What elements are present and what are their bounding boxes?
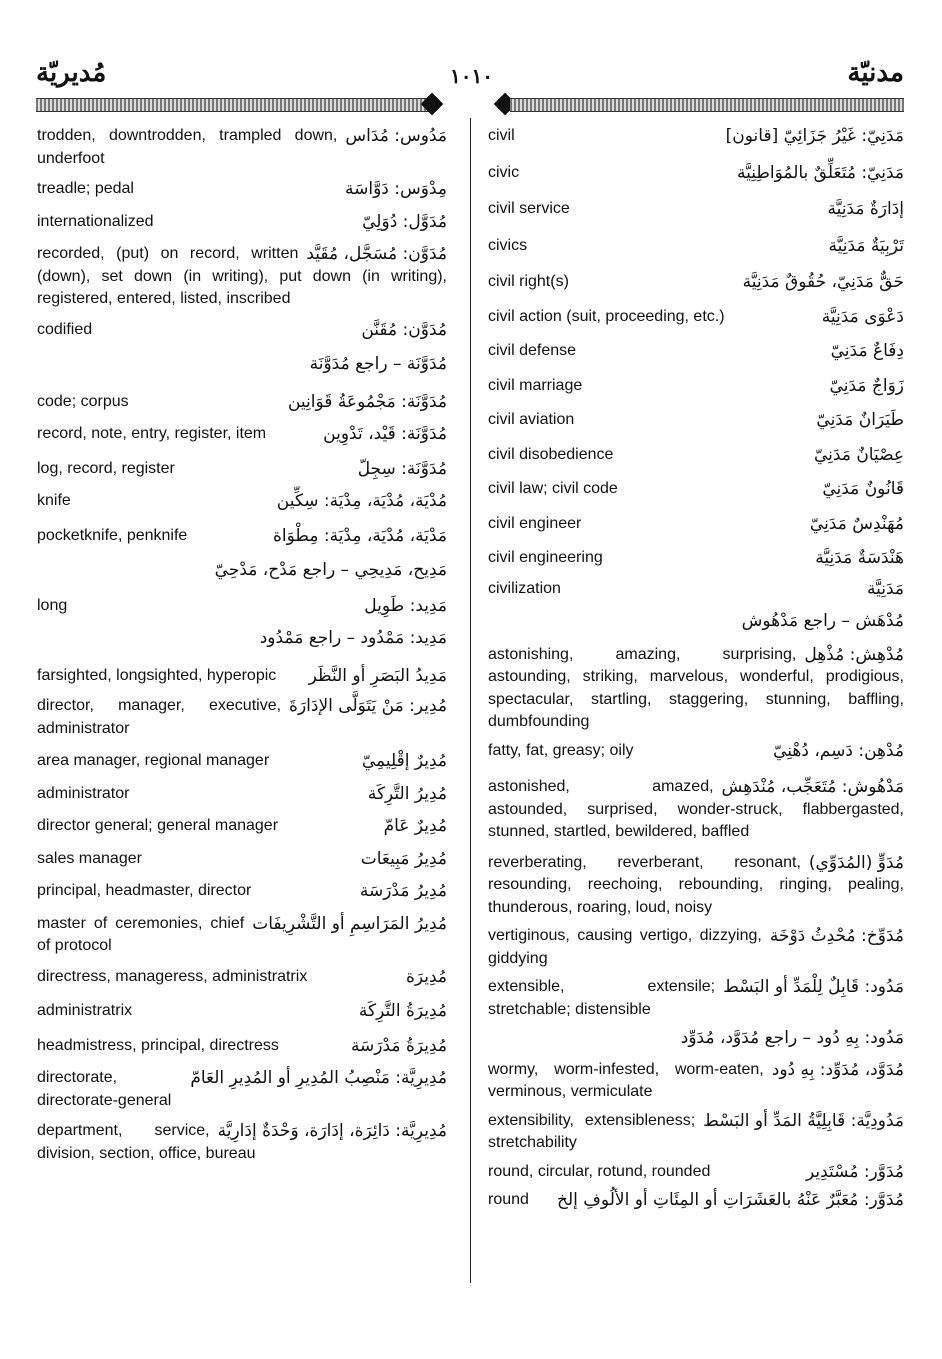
english-definition: civil aviation (488, 411, 575, 428)
dictionary-entry (488, 478, 904, 501)
english-definition: civil marriage (488, 376, 583, 394)
arabic-headword: مَدَنِيّ: غَيْرُ جَزَائِيّ [قانون] (725, 126, 904, 146)
dictionary-entry (37, 178, 447, 201)
dictionary-entry (488, 976, 904, 1021)
english-definition: pocketknife, penknife (37, 526, 188, 544)
dictionary-entry (488, 1059, 904, 1104)
arabic-headword: طَيَرَانٌ مَدَنِيّ (816, 410, 904, 430)
arabic-headword: مُهَنْدِسٌ مَدَنِيّ (809, 513, 904, 534)
english-definition: reverberating, reverberant, resonant, resounding, reechoing, rebounding, ringing, pealing, thunderous, roaring, loud, noisy (488, 853, 904, 916)
arabic-headword: مُدَوِّخ: مُحْدِثُ دَوْخَة (769, 926, 904, 946)
arabic-headword: مُدْهَش – راجع مَدْهُوش (741, 611, 904, 631)
english-definition: codified (37, 320, 93, 338)
arabic-headword: زَوَاجٌ مَدَنِيّ (829, 375, 904, 396)
dictionary-entry (37, 211, 447, 234)
dictionary-entry (37, 353, 447, 377)
english-definition: civil disobedience (488, 445, 614, 463)
arabic-headword: مُدِيرُ التَّرِكَة (367, 783, 447, 804)
header-rule-left (36, 98, 430, 112)
arabic-headword: حَقٌّ مَدَنِيّ، حُقُوقٌ مَدَنِيَّة (742, 272, 904, 292)
guide-word-right: مدنيّة (847, 58, 904, 88)
arabic-headword: مُدَوَّر: مُعَبَّرٌ عَنْهُ بالعَشَرَاتِ أو المِئَاتِ أو الألُوفِ إلخ (557, 1190, 904, 1210)
arabic-headword: مُدَوٍّ (المُدَوِّي) (808, 852, 904, 873)
dictionary-entry (37, 1035, 447, 1058)
dictionary-entry (37, 458, 447, 481)
arabic-headword: هَنْدَسَةٌ مَدَنِيَّة (815, 548, 904, 568)
arabic-headword: مُدَوَّنَة: قَيْد، تَدْوِين (323, 424, 447, 444)
english-definition: astonished, amazed, astounded, surprised, wonder-struck, flabbergasted, stunned, startled, bewildered, baffled (488, 778, 904, 840)
arabic-headword: مَدُودِيَّة: قَابِلِيَّةُ المَدِّ أو البَسْط (703, 1110, 904, 1131)
english-definition: record, note, entry, register, item (37, 425, 267, 442)
dictionary-entry (488, 776, 904, 844)
arabic-headword: مَدُود: قَابِلٌ لِلْمَدِّ أو البَسْط (723, 977, 904, 997)
dictionary-entry (37, 490, 447, 513)
dictionary-entry (488, 340, 904, 363)
arabic-headword: مُدَوَّن: مُسَجَّل، مُقَيَّد (306, 244, 447, 264)
dictionary-entry (37, 1067, 447, 1112)
english-definition: long (37, 596, 68, 614)
arabic-headword: مُدِيرَةُ التَّرِكَة (358, 1001, 447, 1021)
dictionary-entry (37, 423, 447, 446)
arabic-headword: مُدِير: مَنْ يَتَوَلَّى الإدَارَةَ (289, 696, 447, 716)
english-definition: civil right(s) (488, 273, 569, 290)
right-column (488, 125, 904, 1212)
dictionary-entry (37, 1120, 447, 1165)
arabic-headword: دَعْوَى مَدَنِيَّة (821, 306, 904, 327)
arabic-headword: مُدَوَّد، مُدَوِّد: بِهِ دُود (771, 1059, 904, 1080)
english-definition: administrator (37, 784, 130, 802)
dictionary-entry (488, 162, 904, 185)
english-definition: fatty, fat, greasy; oily (488, 741, 634, 759)
english-definition: civil defense (488, 342, 577, 359)
english-definition: farsighted, longsighted, hyperopic (37, 666, 277, 684)
english-definition: civil engineer (488, 514, 582, 532)
english-definition: vertiginous, causing vertigo, dizzying, giddying (488, 927, 762, 967)
english-definition: director, manager, executive, administrator (37, 697, 282, 737)
dictionary-entry (488, 547, 904, 570)
dictionary-entry (488, 925, 904, 970)
dictionary-entry (37, 913, 447, 958)
arabic-headword: مَدْهُوش: مُتَعَجِّب، مُنْدَهِش (721, 777, 904, 797)
dictionary-entry (37, 243, 447, 311)
column-divider (470, 118, 471, 1283)
dictionary-entry (488, 740, 904, 763)
arabic-headword: مَدْيَة، مُدْيَة، مِدْيَة: مِطْوَاة (272, 525, 447, 546)
left-column (37, 125, 447, 1165)
english-definition: principal, headmaster, director (37, 882, 252, 899)
arabic-headword: مُدِيرُ مَدْرَسَة (359, 881, 447, 901)
english-definition: treadle; pedal (37, 180, 134, 197)
dictionary-entry (488, 513, 904, 536)
english-definition: civil (488, 127, 515, 144)
dictionary-entry (37, 695, 447, 740)
dictionary-entry (488, 409, 904, 432)
arabic-headword: مُدَوَّنَة – راجع مُدَوَّنَة (309, 354, 447, 374)
dictionary-entry (488, 852, 904, 920)
english-definition: code; corpus (37, 392, 129, 410)
arabic-headword: مُدْهِش: مُذْهِل (804, 644, 904, 665)
dictionary-entry (37, 665, 447, 688)
arabic-headword: مَدِيد: مَمْدُود – راجع مَمْدُود (259, 628, 447, 648)
arabic-headword: مُدِيرُ مَبِيعَات (360, 848, 447, 869)
english-definition: civil engineering (488, 549, 603, 566)
arabic-headword: عِصْيَانٌ مَدَنِيّ (813, 444, 904, 465)
dictionary-entry (37, 125, 447, 170)
dictionary-entry (488, 1027, 904, 1051)
arabic-headword: مُدَوَّنَة: مَجْمُوعَةُ قَوَانِين (287, 391, 447, 412)
arabic-headword: مَدِيد: طَوِيل (364, 595, 447, 616)
dictionary-entry (37, 880, 447, 903)
dictionary-entry (37, 627, 447, 651)
english-definition: directorate, directorate-general (37, 1069, 172, 1109)
arabic-headword: مُدِيرٌ عَامّ (383, 816, 447, 836)
dictionary-entry (488, 235, 904, 258)
page-number: ١٠١٠ (450, 64, 493, 88)
arabic-headword: إدَارَةٌ مَدَنِيَّة (827, 199, 904, 219)
dictionary-entry (488, 578, 904, 601)
guide-word-left: مُديريّة (36, 58, 107, 88)
dictionary-entry (37, 815, 447, 838)
arabic-headword: مَدَنِيّ: مُتَعَلِّقٌ بالمُوَاطِنِيَّة (736, 162, 904, 183)
dictionary-entry (488, 375, 904, 398)
arabic-headword: مَدُود: بِهِ دُود – راجع مُدَوَّد، مُدَوِّد (680, 1028, 904, 1048)
dictionary-entry (37, 391, 447, 414)
arabic-headword: مُدِيرٌ إقْلِيمِيّ (361, 751, 447, 771)
arabic-headword: مُدَوَّنَة: سِجِلّ (357, 458, 447, 479)
arabic-headword: مُدْيَة، مُدْيَة، مِدْيَة: سِكِّين (276, 491, 447, 511)
arabic-headword: مُدَوَّن: مُقَنَّن (361, 319, 447, 340)
english-definition: civil service (488, 200, 570, 217)
english-definition: civil law; civil code (488, 480, 618, 497)
english-definition: recorded, (put) on record, written (down), set down (in writing), put down (in writing), registered, entered, listed, inscribed (37, 245, 447, 307)
english-definition: extensible, extensile; stretchable; distensible (488, 978, 716, 1018)
english-definition: extensibility, extensibleness; stretchability (488, 1111, 696, 1151)
english-definition: directress, manageress, administratrix (37, 967, 308, 985)
dictionary-entry (488, 125, 904, 148)
arabic-headword: مُدَوَّر: مُسْتَدِير (805, 1161, 904, 1182)
english-definition: civic (488, 163, 520, 181)
arabic-headword: مَدِيح، مَدِيحِي – راجع مَدْح، مَدْحِيّ (214, 560, 447, 580)
dictionary-entry (37, 966, 447, 989)
arabic-headword: مِدْوَس: دَوَّاسَة (345, 179, 447, 199)
arabic-headword: مَدَنِيَّة (866, 578, 904, 599)
dictionary-entry (37, 848, 447, 871)
english-definition: astonishing, amazing, surprising, astounding, striking, marvelous, wonderful, prodigious, spectacular, startling, staggering, stunning, baffling, dumbfounding (488, 645, 904, 730)
english-definition: civics (488, 236, 528, 254)
arabic-headword: مُدِيرِيَّة: دَائِرَة، إدَارَة، وَحْدَةٌ إدَارِيَّة (217, 1121, 447, 1141)
arabic-headword: مُدِيرَةُ مَدْرَسَة (350, 1035, 447, 1056)
dictionary-entry (488, 271, 904, 294)
dictionary-entry (488, 610, 904, 634)
english-definition: department, service, division, section, office, bureau (37, 1122, 256, 1162)
arabic-headword: مَدِيدُ البَصَرِ أو النَّظَر (308, 665, 447, 686)
english-definition: knife (37, 492, 71, 509)
arabic-headword: تَرْبِيَةٌ مَدَنِيَّة (828, 235, 904, 256)
dictionary-entry (37, 783, 447, 806)
dictionary-entry (488, 1189, 904, 1212)
english-definition: civilization (488, 579, 561, 597)
english-definition: wormy, worm-infested, worm-eaten, verminous, vermiculate (488, 1060, 764, 1100)
arabic-headword: مُدِيرَة (405, 966, 447, 987)
arabic-headword: مُدِيرُ المَرَاسِمِ أو التَّشْرِيفَات (252, 913, 447, 934)
arabic-headword: مُدَوَّل: دُوَلِيّ (362, 211, 447, 232)
english-definition: round (488, 1191, 529, 1208)
english-definition: round, circular, rotund, rounded (488, 1162, 711, 1180)
dictionary-entry (37, 319, 447, 342)
dictionary-entry (488, 1110, 904, 1155)
dictionary-entry (37, 559, 447, 583)
arabic-headword: مُدِيرِيَّة: مَنْصِبُ المُدِيرِ أو المُدِيرِ العَامّ (190, 1068, 447, 1088)
english-definition: internationalized (37, 212, 154, 230)
english-definition: trodden, downtrodden, trampled down, underfoot (37, 127, 338, 167)
arabic-headword: مُدْهِن: دَسِم، دُهْنِيّ (773, 740, 904, 761)
dictionary-entry (488, 644, 904, 734)
dictionary-entry (488, 1161, 904, 1184)
english-definition: sales manager (37, 849, 142, 867)
dictionary-entry (37, 1000, 447, 1023)
english-definition: administratrix (37, 1002, 133, 1019)
english-definition: director general; general manager (37, 817, 279, 834)
arabic-headword: مَدُوس: مُدَاس (345, 126, 447, 146)
arabic-headword: قَانُونٌ مَدَنِيّ (822, 479, 904, 499)
dictionary-entry (37, 525, 447, 548)
dictionary-entry (37, 595, 447, 618)
header-rule-right (510, 98, 904, 112)
english-definition: log, record, register (37, 459, 175, 477)
dictionary-entry (488, 198, 904, 221)
dictionary-entry (488, 306, 904, 329)
english-definition: area manager, regional manager (37, 752, 270, 769)
dictionary-entry (488, 444, 904, 467)
arabic-headword: دِفَاعٌ مَدَنِيّ (830, 341, 904, 361)
dictionary-entry (37, 750, 447, 773)
english-definition: master of ceremonies, chief of protocol (37, 914, 245, 954)
english-definition: civil action (suit, proceeding, etc.) (488, 307, 725, 325)
english-definition: headmistress, principal, directress (37, 1036, 279, 1054)
